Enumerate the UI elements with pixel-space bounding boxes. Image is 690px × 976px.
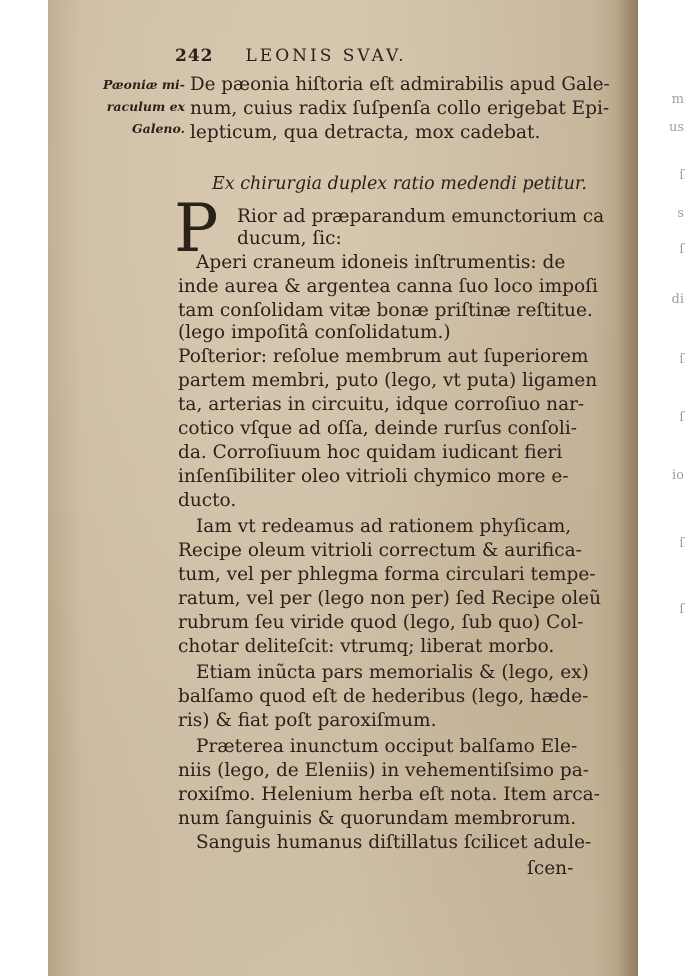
body-line: Recipe oleum vitrioli correctum & aurifica-: [178, 540, 582, 561]
body-line: rubrum ſeu viride quod (lego, ſub quo) Col-: [178, 612, 584, 633]
body-line: chotar deliteſcit: vtrumq; liberat morbo.: [178, 636, 555, 657]
bleed-through-text: io: [672, 468, 684, 483]
bleed-through-text: us: [668, 120, 684, 135]
body-line: balſamo quod eſt de hederibus (lego, hæde-: [178, 686, 589, 707]
bleed-through-text: ſ: [679, 536, 684, 551]
body-line: (lego impoſitâ conſolidatum.): [178, 322, 451, 343]
margin-note-line: raculum ex: [106, 99, 185, 114]
body-line: Rior ad præparandum emunctorium ca: [237, 206, 605, 227]
bleed-through-text: ſ: [679, 168, 684, 183]
body-line: ducto.: [178, 490, 237, 511]
running-title: LEONIS SVAV.: [245, 46, 407, 66]
body-line: tum, vel per phlegma forma circulari tempe-: [178, 564, 596, 585]
intro-line: lepticum, qua detracta, mox cadebat.: [190, 122, 541, 143]
body-line: inde aurea & argentea canna ſuo loco impoſi: [178, 276, 598, 297]
bleed-through-text: ſ: [679, 602, 684, 617]
body-line: Poſterior: reſolue membrum aut ſuperiorem: [178, 346, 589, 367]
body-line: da. Corroſiuum hoc quidam iudicant fieri: [178, 442, 563, 463]
body-line: ducum, ſic:: [237, 228, 342, 249]
drop-cap: P: [174, 190, 219, 267]
body-line: cotico vſque ad oſſa, deinde rurſus conſoli-: [178, 418, 578, 439]
body-line: Iam vt redeamus ad rationem phyſicam,: [196, 516, 572, 537]
body-line: ratum, vel per (lego non per) ſed Recipe oleũ: [178, 588, 602, 609]
body-line: Præterea inunctum occiput balſamo Ele-: [196, 736, 578, 757]
body-line: niis (lego, de Eleniis) in vehementiſsimo pa-: [178, 760, 590, 781]
bleed-through-text: ſ: [679, 352, 684, 367]
bleed-through-text: di: [671, 292, 684, 307]
intro-line: De pæonia hiſtoria eſt admirabilis apud Gale-: [190, 74, 610, 95]
body-line: Sanguis humanus diſtillatus ſcilicet adule-: [196, 832, 592, 853]
body-line: num ſanguinis & quorundam membrorum.: [178, 808, 577, 829]
margin-note-line: Pæoniæ mi-: [102, 77, 185, 92]
page-gutter-shadow: [616, 0, 638, 976]
body-line: ris) & fiat poſt paroxiſmum.: [178, 710, 437, 731]
intro-line: num, cuius radix ſuſpenſa collo erigebat Epi-: [190, 98, 610, 119]
body-line: Etiam inũcta pars memorialis & (lego, ex): [196, 662, 589, 683]
section-subheading: Ex chirurgia duplex ratio medendi petitur.: [212, 174, 587, 194]
body-line: ta, arterias in circuitu, idque corroſiuo nar-: [178, 394, 585, 415]
bleed-through-text: s: [677, 206, 684, 221]
margin-note-line: Galeno.: [131, 121, 185, 136]
running-header: [175, 46, 555, 66]
body-line: tam conſolidam vitæ bonæ priſtinæ reſtitue.: [178, 300, 593, 321]
bleed-through-text: m: [671, 92, 684, 107]
bleed-through-text: ſ: [679, 410, 684, 425]
body-line: partem membri, puto (lego, vt puta) ligamen: [178, 370, 598, 391]
page-number: 242: [175, 46, 214, 66]
catchword: ſcen-: [527, 858, 574, 879]
body-line: inſenſibiliter oleo vitrioli chymico more e-: [178, 466, 569, 487]
body-line: Aperi craneum idoneis inſtrumentis: de: [196, 252, 566, 273]
body-line: roxiſmo. Helenium herba eſt nota. Item arca-: [178, 784, 600, 805]
bleed-through-text: ſ: [679, 242, 684, 257]
